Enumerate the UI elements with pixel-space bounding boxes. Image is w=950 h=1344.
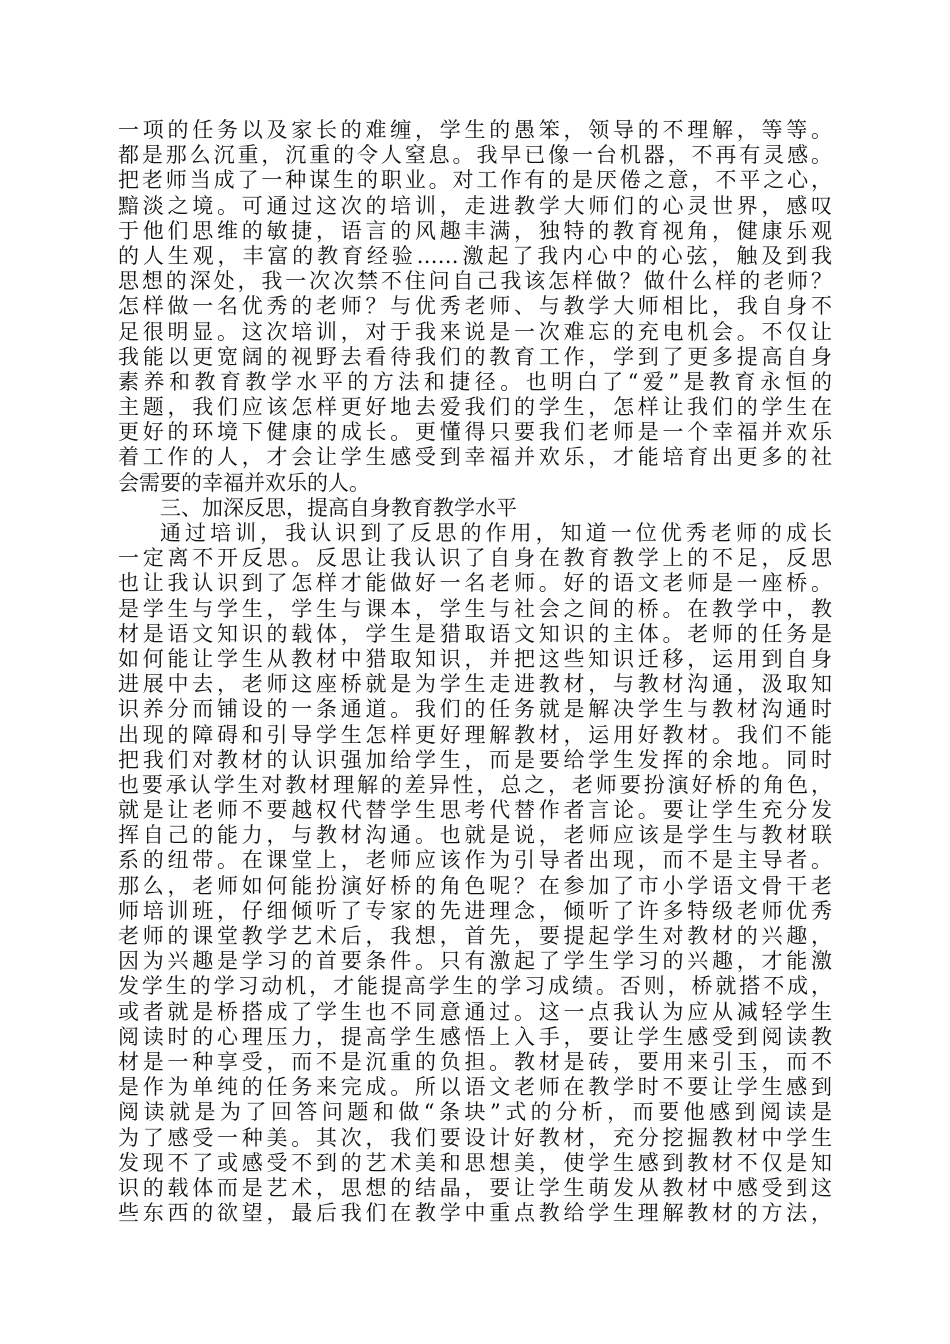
- text-line: 也要承认学生对教材理解的差异性，总之，老师要扮演好桥的角色，: [118, 772, 832, 797]
- text-line: 也让我认识到了怎样才能做好一名老师。好的语文老师是一座桥。: [118, 571, 832, 596]
- text-line: 些东西的欲望，最后我们在教学中重点教给学生理解教材的方法，: [118, 1201, 832, 1226]
- document-body: [118, 118, 832, 1226]
- text-line: 出现的障碍和引导学生怎样更好理解教材，运用好教材。我们不能: [118, 722, 832, 747]
- text-line: 把老师当成了一种谋生的职业。对工作有的是厌倦之意，不平之心，: [118, 168, 832, 193]
- text-line: 识养分而铺设的一条通道。我们的任务就是解决学生与教材沟通时: [118, 697, 832, 722]
- text-line: 为了感受一种美。其次，我们要设计好教材，充分挖掘教材中学生: [118, 1125, 832, 1150]
- text-line: 黯淡之境。可通过这次的培训，走进教学大师们的心灵世界，感叹: [118, 193, 832, 218]
- text-line: 如何能让学生从教材中猎取知识，并把这些知识迁移，运用到自身: [118, 646, 832, 671]
- text-line: 把我们对教材的认识强加给学生，而是要给学生发挥的余地。同时: [118, 747, 832, 772]
- text-line: 发现不了或感受不到的艺术美和思想美，使学生感到教材不仅是知: [118, 1150, 832, 1175]
- text-line: 材是语文知识的载体，学生是猎取语文知识的主体。老师的任务是: [118, 621, 832, 646]
- text-line: 思想的深处，我一次次禁不住问自己我该怎样做？做什么样的老师？: [118, 269, 832, 294]
- text-line: 我能以更宽阔的视野去看待我们的教育工作，学到了更多提高自身: [118, 344, 832, 369]
- text-line: 系的纽带。在课堂上，老师应该作为引导者出现，而不是主导者。: [118, 848, 832, 873]
- text-line: 因为兴趣是学习的首要条件。只有激起了学生学习的兴趣，才能激: [118, 949, 832, 974]
- text-line: 主题，我们应该怎样更好地去爱我们的学生，怎样让我们的学生在: [118, 395, 832, 420]
- text-line: 老师的课堂教学艺术后，我想，首先，要提起学生对教材的兴趣，: [118, 924, 832, 948]
- text-line: 那么，老师如何能扮演好桥的角色呢？在参加了市小学语文骨干老: [118, 873, 832, 898]
- text-line: 怎样做一名优秀的老师？与优秀老师、与教学大师相比，我自身不: [118, 294, 832, 319]
- text-line: 素养和教育教学水平的方法和捷径。也明白了“爱”是教育永恒的: [118, 369, 832, 394]
- text-line: 发学生的学习动机，才能提高学生的学习成绩。否则，桥就搭不成，: [118, 974, 832, 999]
- text-line: 或者就是桥搭成了学生也不同意通过。这一点我认为应从减轻学生: [118, 999, 832, 1024]
- text-line: 于他们思维的敏捷，语言的风趣丰满，独特的教育视角，健康乐观: [118, 218, 832, 243]
- text-line: 识的载体而是艺术，思想的结晶，要让学生萌发从教材中感受到这: [118, 1175, 832, 1200]
- text-line: 师培训班，仔细倾听了专家的先进理念，倾听了许多特级老师优秀: [118, 898, 832, 923]
- text-line: 一定离不开反思。反思让我认识了自身在教育教学上的不足，反思: [118, 546, 832, 571]
- text-line: 一项的任务以及家长的难缠，学生的愚笨，领导的不理解，等等。: [118, 118, 832, 142]
- text-line: 挥自己的能力，与教材沟通。也就是说，老师应该是学生与教材联: [118, 823, 832, 848]
- text-line: 材是一种享受，而不是沉重的负担。教材是砖，要用来引玉，而不: [118, 1049, 832, 1074]
- text-line: 是作为单纯的任务来完成。所以语文老师在教学时不要让学生感到: [118, 1075, 832, 1100]
- section-heading: 三、加深反思，提高自身教育教学水平: [160, 495, 517, 520]
- text-line: 着工作的人，才会让学生感受到幸福并欢乐，才能培育出更多的社: [118, 445, 832, 470]
- text-line: 更好的环境下健康的成长。更懂得只要我们老师是一个幸福并欢乐: [118, 420, 832, 445]
- text-line: 就是让老师不要越权代替学生思考代替作者言论。要让学生充分发: [118, 798, 832, 823]
- text-line: 通过培训，我认识到了反思的作用，知道一位优秀老师的成长: [160, 521, 832, 545]
- text-line: 是学生与学生，学生与课本，学生与社会之间的桥。在教学中，教: [118, 596, 832, 621]
- text-line: 足很明显。这次培训，对于我来说是一次难忘的充电机会。不仅让: [118, 319, 832, 344]
- text-line: 阅读时的心理压力，提高学生感悟上入手，要让学生感受到阅读教: [118, 1024, 832, 1049]
- text-line: 的人生观，丰富的教育经验……激起了我内心中的心弦，触及到我: [118, 243, 832, 268]
- text-line: 会需要的幸福并欢乐的人。: [118, 470, 370, 495]
- text-line: 进展中去，老师这座桥就是为学生走进教材，与教材沟通，汲取知: [118, 672, 832, 697]
- text-line: 都是那么沉重，沉重的令人窒息。我早已像一台机器，不再有灵感。: [118, 143, 832, 168]
- text-line: 阅读就是为了回答问题和做“条块”式的分析，而要他感到阅读是: [118, 1100, 832, 1125]
